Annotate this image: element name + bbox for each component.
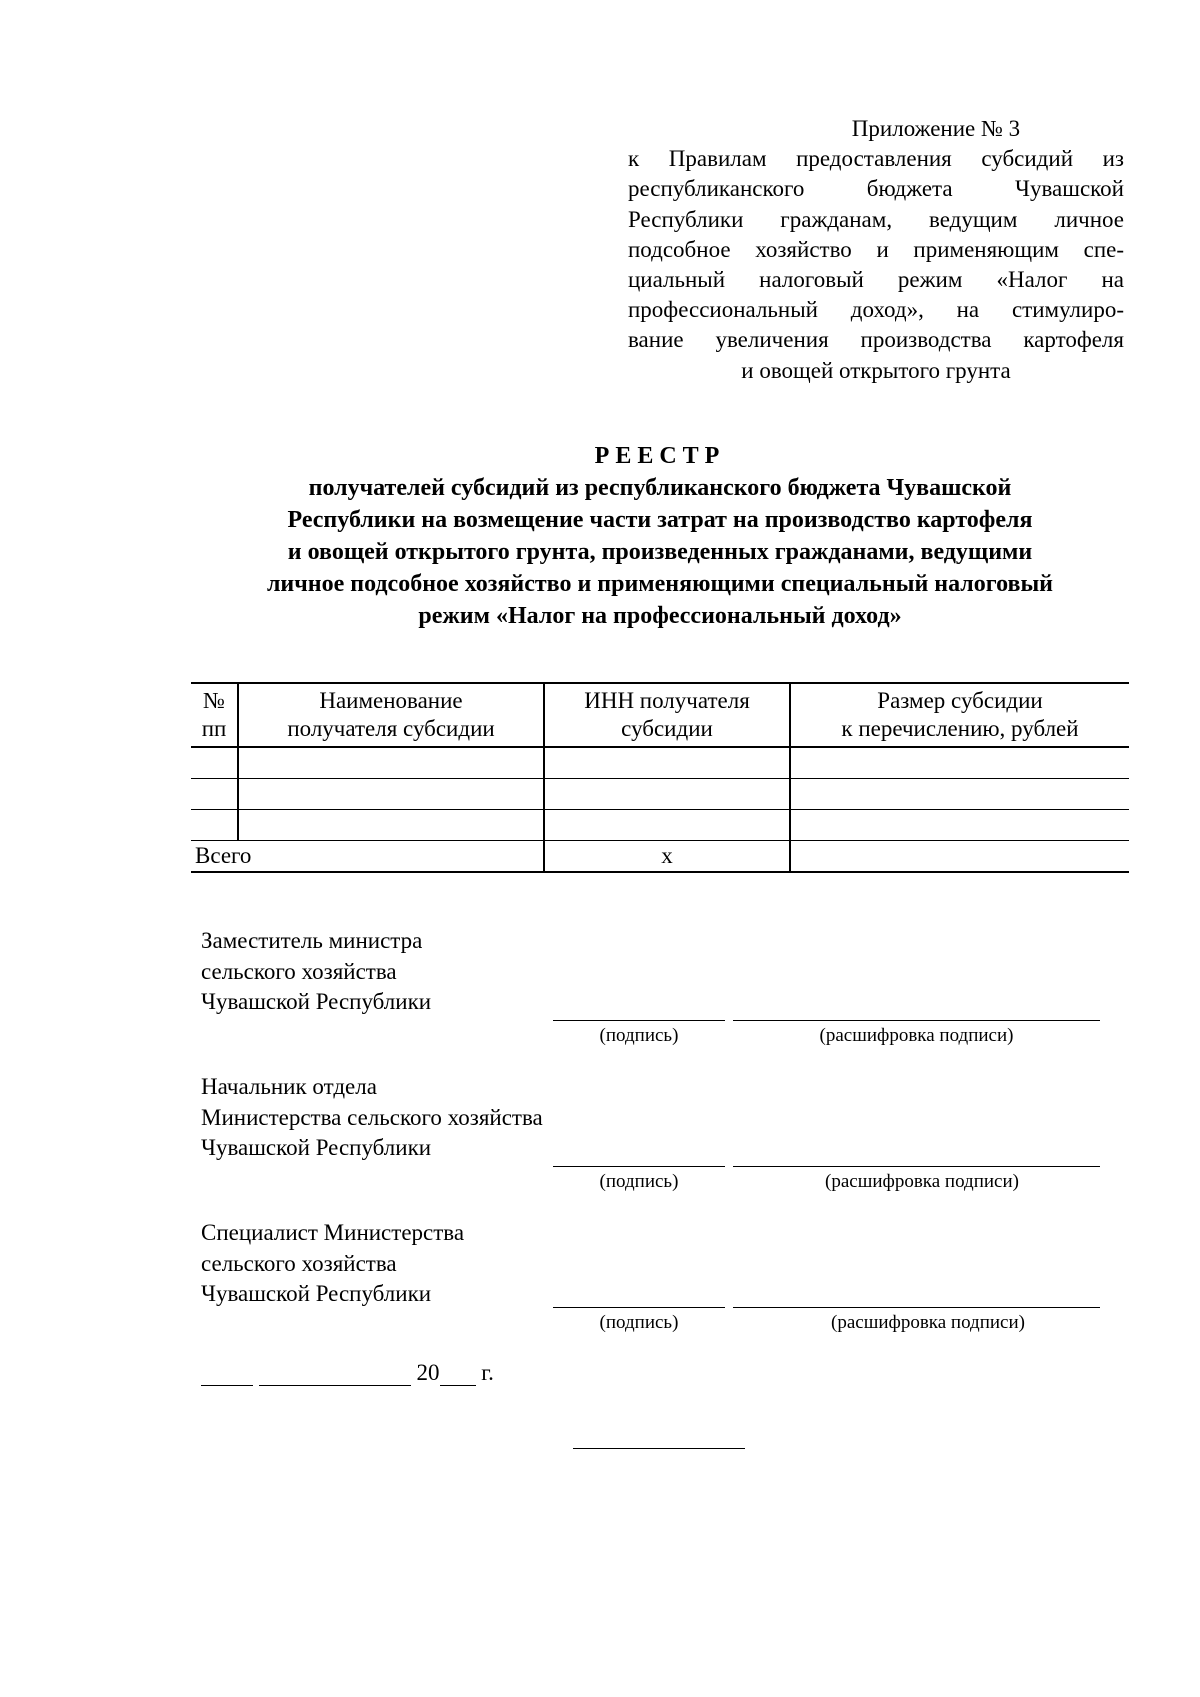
- signature-title-line: Чувашской Республики: [201, 989, 432, 1014]
- title-line: Республики на возмещение части затрат на производство картофеля: [287, 507, 1033, 533]
- header-subsidy-amount: Размер субсидии к перечислению, рублей: [790, 683, 1129, 747]
- date-year-suffix: г.: [481, 1360, 494, 1385]
- appendix-line: вание увеличения производства картофеля: [628, 327, 1124, 353]
- signature-decode-caption: (расшифровка подписи): [819, 1025, 1014, 1046]
- table-row: [191, 810, 1129, 841]
- table-cell: [191, 747, 238, 779]
- signature-title-line: Специалист Министерства: [201, 1220, 465, 1245]
- table-cell: [790, 779, 1129, 810]
- signature-title-line: сельского хозяйства: [201, 1250, 397, 1276]
- signature-decode-line: [733, 1020, 1100, 1021]
- title-main: РЕЕСТР: [594, 443, 726, 469]
- total-inn: х: [544, 841, 790, 873]
- signature-line: [553, 1020, 725, 1021]
- appendix-block: [628, 114, 1124, 386]
- header-recipient-name: Наименование получателя субсидии: [238, 683, 544, 747]
- table-cell: [238, 747, 544, 779]
- table-cell: [790, 747, 1129, 779]
- total-amount: [790, 841, 1129, 873]
- title-line: и овощей открытого грунта, произведенных гражданами, ведущими: [287, 539, 1033, 565]
- appendix-line: циальный налоговый режим «Налог на: [628, 267, 1124, 293]
- signature-title-line: сельского хозяйства: [201, 958, 397, 984]
- signature-title-line: Заместитель министра: [201, 928, 423, 953]
- signature-title-line: Министерства сельского хозяйства: [201, 1104, 543, 1130]
- signature-block-specialist: [201, 1218, 464, 1310]
- appendix-heading: Приложение № 3: [851, 116, 1021, 141]
- signature-block-deputy-minister: [201, 926, 431, 1018]
- appendix-line: профессиональный доход», на стимулиро-: [628, 297, 1124, 323]
- document-title: [190, 440, 1130, 632]
- signature-caption: (подпись): [599, 1025, 679, 1046]
- table-cell: [191, 779, 238, 810]
- appendix-line: подсобное хозяйство и применяющим спе-: [628, 236, 1124, 262]
- title-line: режим «Налог на профессиональный доход»: [418, 603, 902, 629]
- signature-block-department-head: [201, 1072, 543, 1164]
- table-cell: [191, 810, 238, 841]
- appendix-line: к Правилам предоставления субсидий из: [628, 146, 1124, 172]
- signature-caption: (подпись): [599, 1312, 679, 1333]
- table-cell: [544, 779, 790, 810]
- table-total-row: [191, 841, 1129, 873]
- appendix-line: и овощей открытого грунта: [741, 357, 1011, 383]
- table-cell: [790, 810, 1129, 841]
- header-number: № пп: [191, 683, 238, 747]
- signature-decode-line: [733, 1307, 1100, 1308]
- signature-title-line: Начальник отдела: [201, 1074, 377, 1099]
- end-separator-line: [573, 1448, 745, 1449]
- date-line: [201, 1360, 494, 1386]
- table-row: [191, 779, 1129, 810]
- signature-line: [553, 1166, 725, 1167]
- appendix-text: [628, 144, 1124, 386]
- date-month-blank: [259, 1361, 411, 1386]
- title-line: получателей субсидий из республиканского бюджета Чувашской: [308, 475, 1012, 501]
- total-label: Всего: [191, 841, 544, 873]
- signature-decode-caption: (расшифровка подписи): [825, 1171, 1019, 1192]
- signature-title-line: Чувашской Республики: [201, 1135, 432, 1160]
- registry-table: [191, 682, 1129, 873]
- signature-decode-line: [733, 1166, 1100, 1167]
- table-cell: [238, 779, 544, 810]
- date-year-prefix: 20: [416, 1360, 440, 1385]
- signature-decode-caption: (расшифровка подписи): [831, 1312, 1025, 1333]
- date-year-blank: [440, 1361, 476, 1386]
- date-day-blank: [201, 1361, 253, 1386]
- table-cell: [544, 747, 790, 779]
- title-line: личное подсобное хозяйство и применяющими специальный налоговый: [266, 571, 1054, 597]
- signature-caption: (подпись): [599, 1171, 679, 1192]
- header-inn: ИНН получателя субсидии: [544, 683, 790, 747]
- table-row: [191, 747, 1129, 779]
- signature-title-line: Чувашской Республики: [201, 1281, 432, 1306]
- signature-line: [553, 1307, 725, 1308]
- appendix-line: республиканского бюджета Чувашской: [628, 176, 1124, 202]
- appendix-line: Республики гражданам, ведущим личное: [628, 206, 1124, 232]
- table-cell: [238, 810, 544, 841]
- table-header-row: [191, 683, 1129, 747]
- table-cell: [544, 810, 790, 841]
